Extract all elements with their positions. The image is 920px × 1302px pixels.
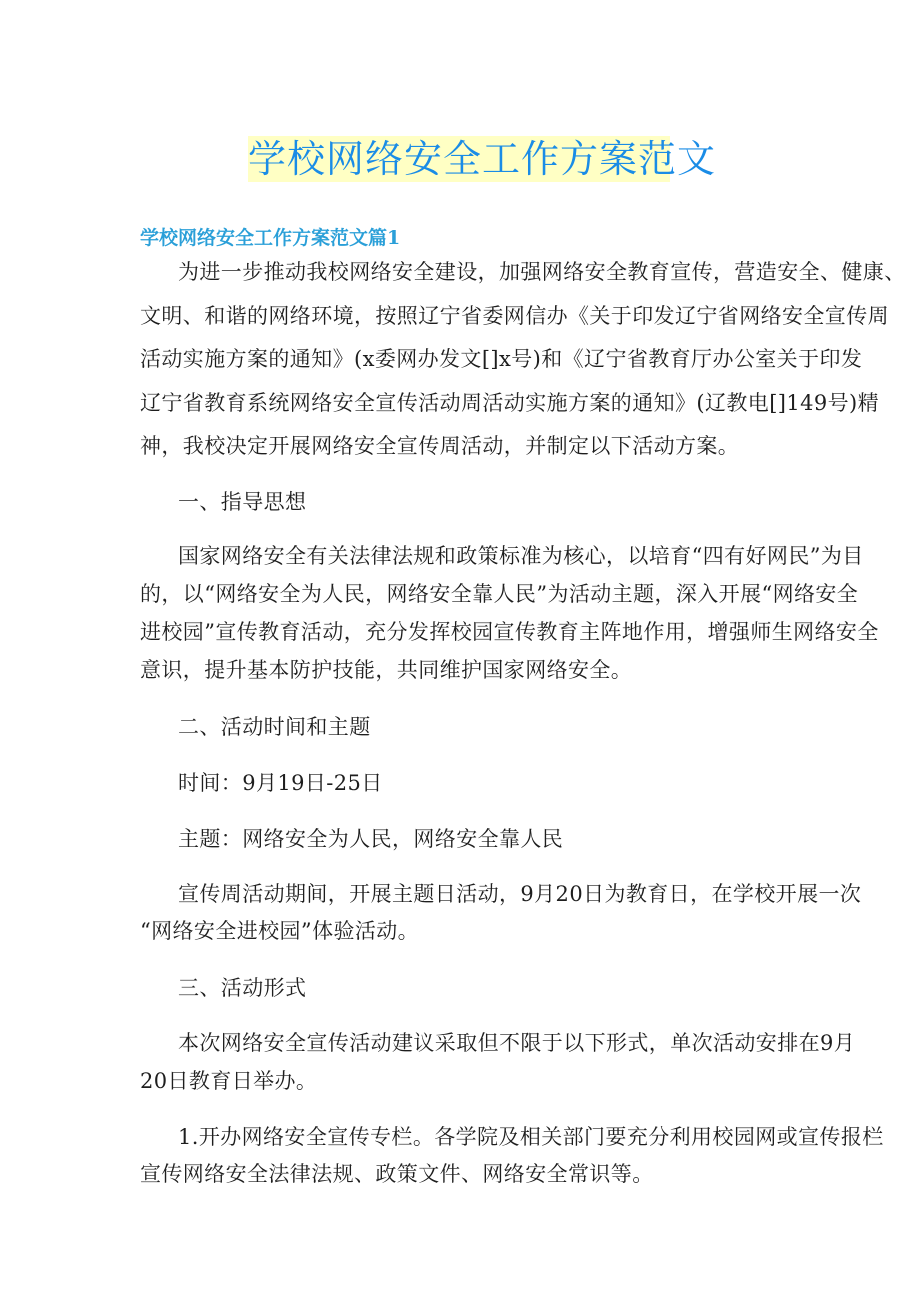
text-line: 国家网络安全有关法律法规和政策标准为核心，以培育“四有好网民”为目 (178, 544, 864, 568)
item-1-paragraph (140, 1118, 884, 1192)
section-heading: 学校网络安全工作方案范文篇1 (140, 227, 401, 249)
text-line: “网络安全进校园”体验活动。 (140, 919, 420, 943)
text-line: 意识，提升基本防护技能，共同维护国家网络安全。 (140, 658, 633, 682)
theme-line (140, 820, 790, 858)
text-line: 进校园”宣传教育活动，充分发挥校园宣传教育主阵地作用，增强师生网络安全 (140, 620, 879, 644)
intro-paragraph (140, 253, 906, 471)
time-line (140, 764, 790, 802)
text-line: 20日教育日举办。 (140, 1069, 318, 1093)
text-line: 一、指导思想 (178, 490, 307, 514)
activity-form-paragraph (140, 1024, 856, 1100)
heading-activity-form (140, 969, 790, 1007)
document-title: 学校网络安全工作方案范文 (248, 137, 717, 181)
text-line: 的，以“网络安全为人民，网络安全靠人民”为活动主题，深入开展“网络安全 (140, 582, 859, 606)
text-line: 宣传网络安全法律法规、政策文件、网络安全常识等。 (140, 1162, 654, 1186)
text-line: 活动实施方案的通知》(x委网办发文[]x号)和《辽宁省教育厅办公室关于印发 (140, 347, 863, 371)
text-line: 辽宁省教育系统网络安全宣传活动周活动实施方案的通知》(辽教电[]149号)精 (140, 390, 880, 415)
text-line: 为进一步推动我校网络安全建设，加强网络安全教育宣传，营造安全、健康、 (178, 260, 906, 284)
heading-guiding-ideology (140, 483, 790, 521)
text-line: 1.开办网络安全宣传专栏。各学院及相关部门要充分利用校园网或宣传报栏 (178, 1125, 884, 1149)
guiding-ideology-paragraph (140, 537, 879, 689)
theme-day-paragraph (140, 875, 862, 949)
text-line: 宣传周活动期间，开展主题日活动，9月20日为教育日，在学校开展一次 (178, 882, 862, 906)
text-line: 时间：9月19日-25日 (178, 771, 383, 795)
text-line: 本次网络安全宣传活动建议采取但不限于以下形式，单次活动安排在9月 (178, 1031, 856, 1055)
text-line: 主题：网络安全为人民，网络安全靠人民 (178, 827, 564, 851)
text-line: 三、活动形式 (178, 976, 307, 1000)
text-line: 文明、和谐的网络环境，按照辽宁省委网信办《关于印发辽宁省网络安全宣传周 (140, 303, 889, 328)
heading-time-theme (140, 708, 790, 746)
text-line: 神，我校决定开展网络安全宣传周活动，并制定以下活动方案。 (140, 434, 740, 458)
text-line: 二、活动时间和主题 (178, 715, 371, 739)
